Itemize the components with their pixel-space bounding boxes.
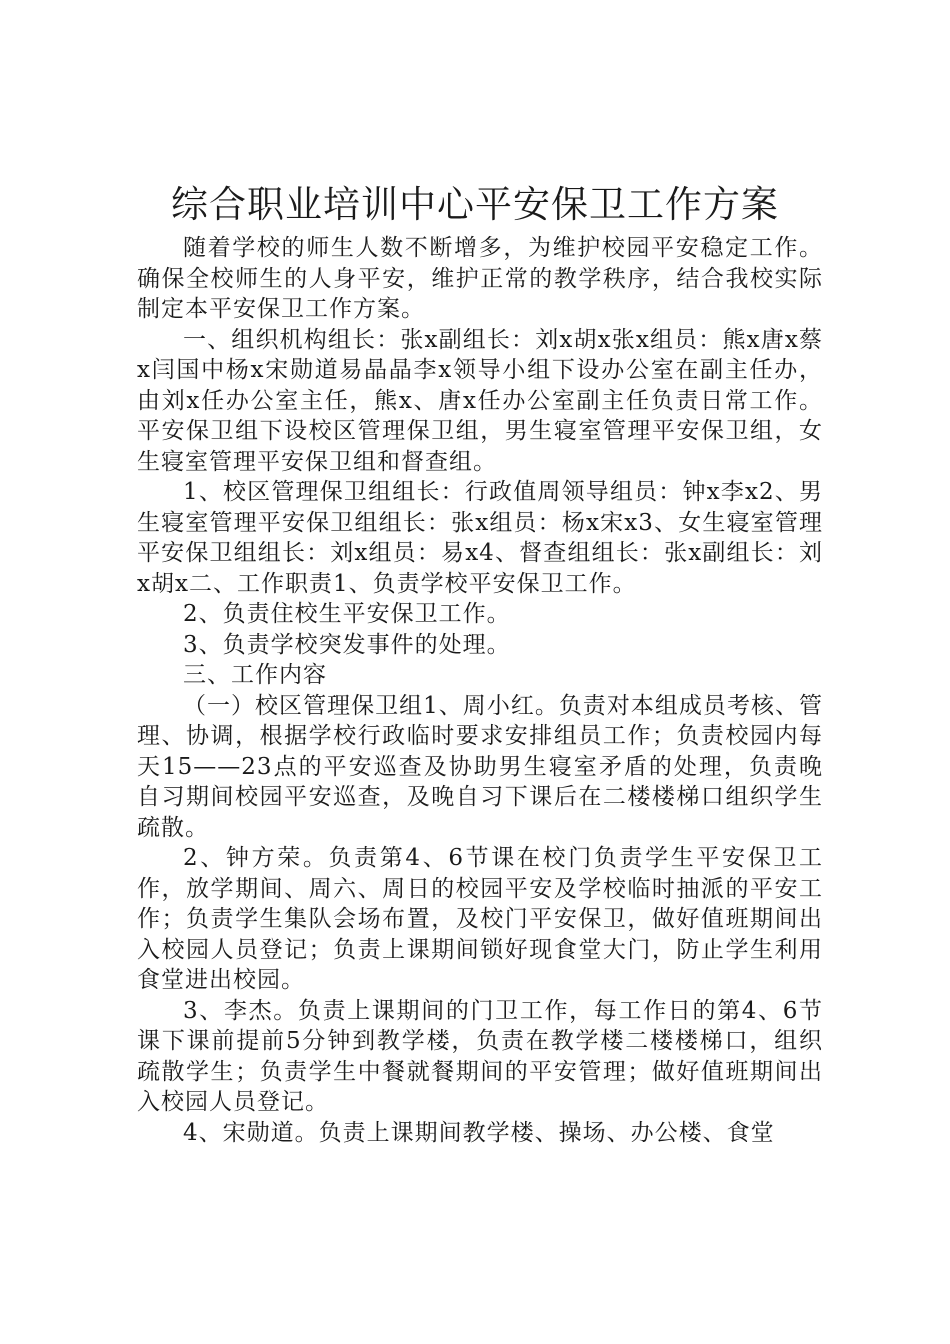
document-body bbox=[137, 233, 823, 1148]
paragraph-zhong: 2、钟方荣。负责第4、6节课在校门负责学生平安保卫工作，放学期间、周六、周日的校园平安及学校临时抽派的平安工作；负责学生集队会场布置，及校门平安保卫，做好值班期间出入校园人员登记；负责上课期间锁好现食堂大门，防止学生利用食堂进出校园。 bbox=[137, 845, 823, 993]
section-heading-work-content: 三、工作内容 bbox=[183, 662, 327, 688]
paragraph-song: 4、宋勋道。负责上课期间教学楼、操场、办公楼、食堂 bbox=[183, 1119, 775, 1146]
paragraph-li: 3、李杰。负责上课期间的门卫工作，每工作日的第4、6节课下课前提前5分钟到教学楼，负责在教学楼二楼楼梯口，组织疏散学生；负责学生中餐就餐期间的平安管理；做好值班期间出入校园人员登记。 bbox=[137, 997, 823, 1115]
paragraph-duty-3: 3、负责学校突发事件的处理。 bbox=[183, 631, 511, 658]
paragraph-duty-2: 2、负责住校生平安保卫工作。 bbox=[183, 601, 511, 627]
paragraph-intro: 随着学校的师生人数不断增多，为维护校园平安稳定工作。确保全校师生的人身平安，维护正常的教学秩序，结合我校实际制定本平安保卫工作方案。 bbox=[137, 235, 823, 322]
paragraph-groups: 1、校区管理保卫组组长：行政值周领导组员：钟x李x2、男生寝室管理平安保卫组组长：张x组员：杨x宋x3、女生寝室管理平安保卫组组长：刘x组员：易x4、督查组组长：张x副组长：刘x胡x二、工作职责1、负责学校平安保卫工作。 bbox=[137, 479, 823, 597]
paragraph-organization: 一、组织机构组长：张x副组长：刘x胡x张x组员：熊x唐x蔡x闫国中杨x宋勋道易晶晶李x领导小组下设办公室在副主任办，由刘x任办公室主任，熊x、唐x任办公室副主任负责日常工作。平安保卫组下设校区管理保卫组，男生寝室管理平安保卫组，女生寝室管理平安保卫组和督查组。 bbox=[137, 326, 823, 475]
paragraph-campus-group: （一）校区管理保卫组1、周小红。负责对本组成员考核、管理、协调，根据学校行政临时要求安排组员工作；负责校园内每天15——23点的平安巡查及协助男生寝室矛盾的处理，负责晚自习期间校园平安巡查，及晚自习下课后在二楼楼梯口组织学生疏散。 bbox=[137, 692, 823, 841]
document-title: 综合职业培训中心平安保卫工作方案 bbox=[171, 183, 779, 226]
